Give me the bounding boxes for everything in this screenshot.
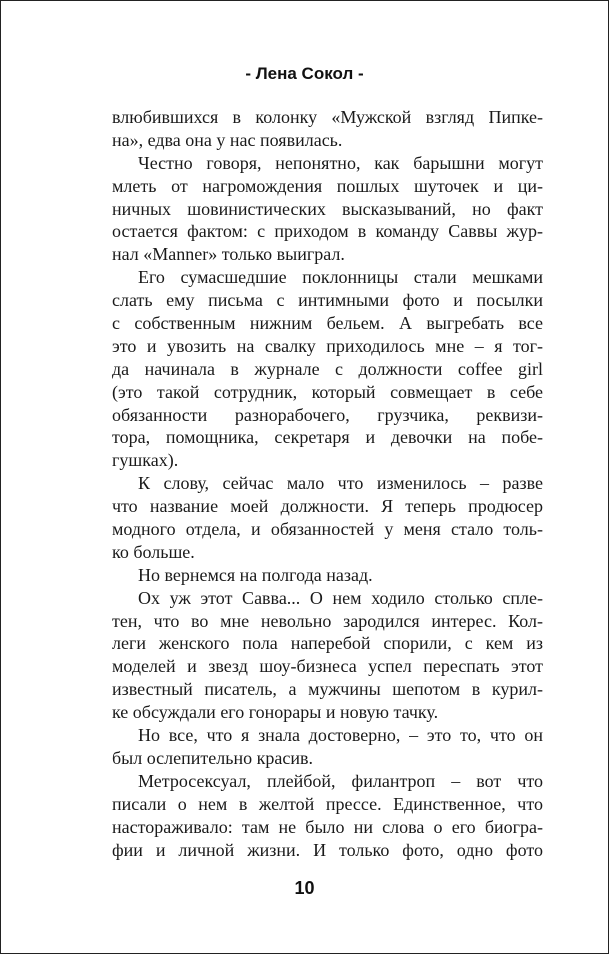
text-line: да начинала в журнале с должности coffee girl <box>112 358 543 379</box>
text-line: модного отдела, и обязанностей у меня стало толь- <box>112 519 543 540</box>
text-line: был ослепительно красив. <box>112 747 313 768</box>
text-line: Ох уж этот Савва... О нем ходило столько спле- <box>138 587 543 608</box>
running-head: - Лена Сокол - <box>245 64 364 83</box>
text-line: моделей и звезд шоу-бизнеса успел переспать этот <box>112 656 543 677</box>
text-line: обязанности разнорабочего, грузчика, реквизи- <box>112 404 543 425</box>
text-line: Его сумасшедшие поклонницы стали мешками <box>138 267 543 288</box>
text-line: Но все, что я знала достоверно, – это то, что он <box>138 725 543 746</box>
body-text <box>112 106 543 861</box>
text-line: с собственным нижним бельем. А выгребать все <box>112 313 543 334</box>
text-line: фии и личной жизни. И только фото, одно фото <box>112 839 543 860</box>
text-line: слать ему письма с интимными фото и посылки <box>112 290 543 311</box>
text-line: нал «Manner» только выиграл. <box>112 244 345 265</box>
text-line: гушках). <box>112 450 179 471</box>
text-line: на», едва она у нас появилась. <box>112 129 343 150</box>
text-line: это и увозить на свалку приходилось мне – я тог- <box>112 335 543 356</box>
text-line: влюбившихся в колонку «Мужской взгляд Пипке- <box>112 107 543 127</box>
text-line: ко больше. <box>112 541 195 562</box>
text-line: известный писатель, а мужчины шепотом в курил- <box>112 679 543 700</box>
text-line: писали о нем в желтой прессе. Единственное, что <box>112 793 543 814</box>
text-line: Честно говоря, непонятно, как барышни могут <box>138 152 543 173</box>
text-line: Метросексуал, плейбой, филантроп – вот что <box>138 770 543 791</box>
text-line: тора, помощника, секретаря и девочки на побе- <box>112 427 543 448</box>
text-line: ничных шовинистических высказываний, но факт <box>112 198 543 219</box>
text-line: млеть от нагромождения пошлых шуточек и ци- <box>112 175 543 196</box>
text-line: К слову, сейчас мало что изменилось – разве <box>138 473 543 494</box>
text-line: что название моей должности. Я теперь продюсер <box>112 496 543 517</box>
text-line: (это такой сотрудник, который совмещает в себе <box>112 381 543 402</box>
page-number: 10 <box>294 878 315 898</box>
text-line: Но вернемся на полгода назад. <box>138 564 373 585</box>
text-line: ке обсуждали его гонорары и новую тачку. <box>112 702 439 723</box>
text-line: остается фактом: с приходом в команду Саввы жур- <box>112 221 543 242</box>
text-line: тен, что во мне невольно зародился интерес. Кол- <box>112 610 543 631</box>
text-line: настораживало: там не было ни слова о его биогра- <box>112 816 543 837</box>
text-line: леги женского пола наперебой спорили, с кем из <box>112 633 543 654</box>
